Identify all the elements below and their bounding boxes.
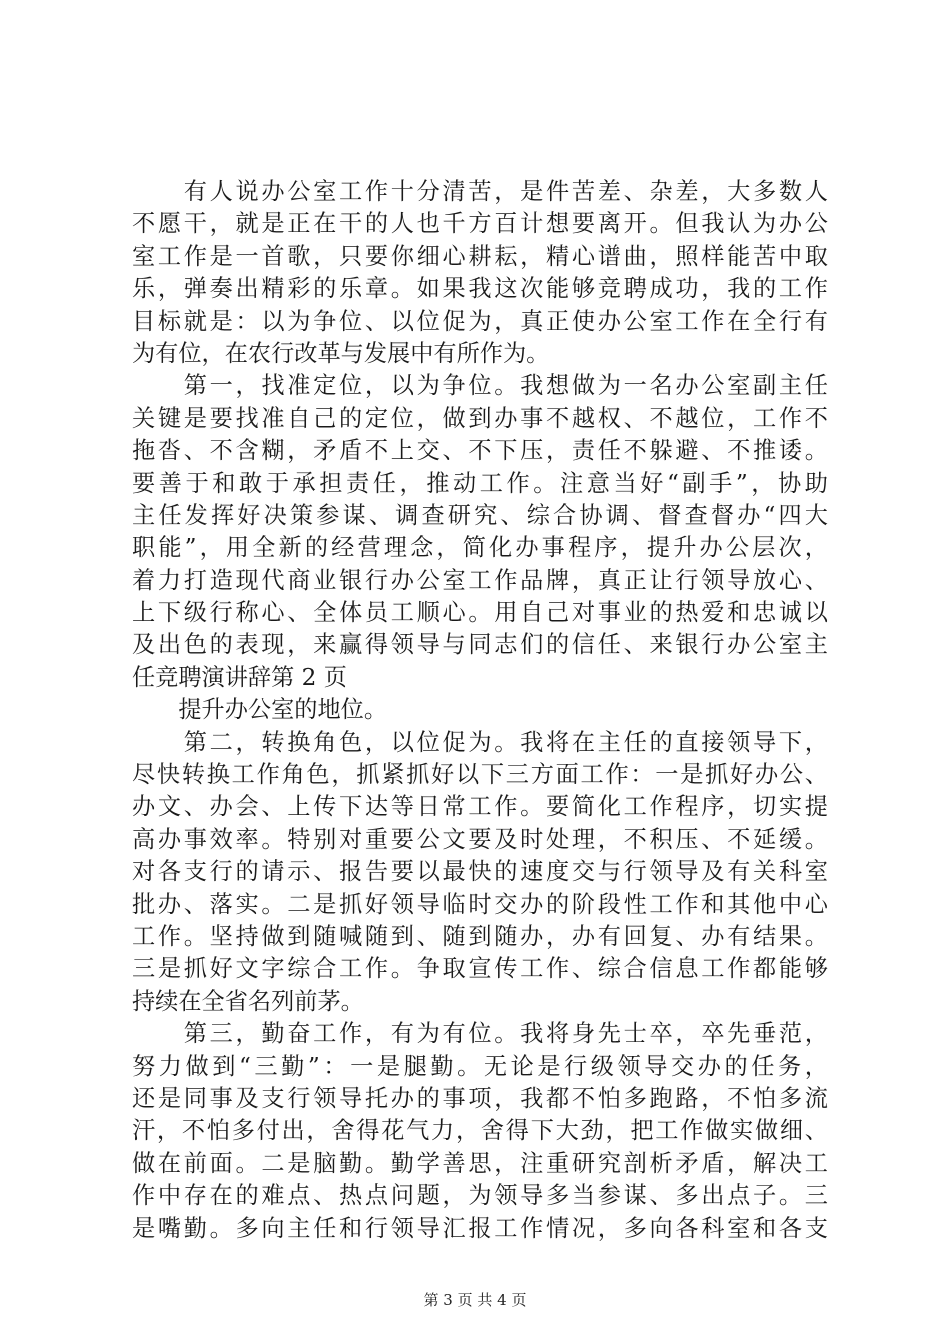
text-line: 第三，勤奋工作，有为有位。我将身先士卒，卒先垂范， bbox=[132, 1020, 828, 1048]
text-line: 为有位，在农行改革与发展中有所作为。 bbox=[132, 339, 550, 367]
text-line: 第二，转换角色，以位促为。我将在主任的直接领导下， bbox=[132, 728, 828, 756]
text-line: 办文、办会、上传下达等日常工作。要简化工作程序，切实提 bbox=[132, 793, 828, 821]
text-line: 主任发挥好决策参谋、调查研究、综合协调、督查督办“四大 bbox=[132, 501, 828, 529]
text-line: 要善于和敢于承担责任，推动工作。注意当好“副手”，协助 bbox=[132, 469, 828, 497]
text-line: 工作。坚持做到随喊随到、随到随办，办有回复、办有结果。 bbox=[132, 922, 828, 950]
text-line: 批办、落实。二是抓好领导临时交办的阶段性工作和其他中心 bbox=[132, 890, 828, 918]
text-line: 努力做到“三勤”：一是腿勤。无论是行级领导交办的任务， bbox=[132, 1052, 828, 1080]
text-line: 高办事效率。特别对重要公文要及时处理，不积压、不延缓。 bbox=[132, 825, 828, 853]
text-line: 尽快转换工作角色，抓紧抓好以下三方面工作：一是抓好办公、 bbox=[132, 761, 828, 789]
text-line: 职能”，用全新的经营理念，简化办事程序，提升办公层次， bbox=[132, 534, 828, 562]
text-line: 还是同事及支行领导托办的事项，我都不怕多跑路，不怕多流 bbox=[132, 1084, 828, 1112]
text-line: 室工作是一首歌，只要你细心耕耘，精心谱曲，照样能苦中取 bbox=[132, 242, 828, 270]
text-line: 及出色的表现，来赢得领导与同志们的信任、来银行办公室主 bbox=[132, 631, 828, 659]
text-line: 着力打造现代商业银行办公室工作品牌，真正让行领导放心、 bbox=[132, 566, 828, 594]
text-line: 拖沓、不含糊，矛盾不上交、不下压，责任不躲避、不推诿。 bbox=[132, 437, 828, 465]
text-line: 提升办公室的地位。 bbox=[132, 696, 388, 724]
text-line: 持续在全省名列前茅。 bbox=[132, 987, 364, 1015]
text-line: 目标就是：以为争位、以位促为，真正使办公室工作在全行有 bbox=[132, 307, 828, 335]
document-body bbox=[132, 176, 828, 1245]
text-line: 三是抓好文字综合工作。争取宣传工作、综合信息工作都能够 bbox=[132, 955, 828, 983]
text-line: 上下级行称心、全体员工顺心。用自己对事业的热爱和忠诚以 bbox=[132, 599, 828, 627]
text-line: 做在前面。二是脑勤。勤学善思，注重研究剖析矛盾，解决工 bbox=[132, 1149, 828, 1177]
text-line: 汗，不怕多付出，舍得花气力，舍得下大劲，把工作做实做细、 bbox=[132, 1117, 828, 1145]
text-line: 不愿干，就是正在干的人也千方百计想要离开。但我认为办公 bbox=[132, 210, 828, 238]
page-footer: 第 3 页 共 4 页 bbox=[423, 1291, 527, 1309]
text-line: 作中存在的难点、热点问题，为领导多当参谋、多出点子。三 bbox=[132, 1182, 828, 1210]
text-line: 有人说办公室工作十分清苦，是件苦差、杂差，大多数人 bbox=[132, 178, 828, 205]
text-line: 是嘴勤。多向主任和行领导汇报工作情况，多向各科室和各支 bbox=[132, 1214, 828, 1242]
text-line: 任竞聘演讲辞第 2 页 bbox=[132, 663, 347, 691]
text-line: 第一，找准定位，以为争位。我想做为一名办公室副主任 bbox=[132, 372, 828, 400]
text-line: 对各支行的请示、报告要以最快的速度交与行领导及有关科室 bbox=[132, 858, 828, 886]
text-line: 关键是要找准自己的定位，做到办事不越权、不越位，工作不 bbox=[132, 404, 828, 432]
text-line: 乐，弹奏出精彩的乐章。如果我这次能够竞聘成功，我的工作 bbox=[132, 275, 828, 303]
